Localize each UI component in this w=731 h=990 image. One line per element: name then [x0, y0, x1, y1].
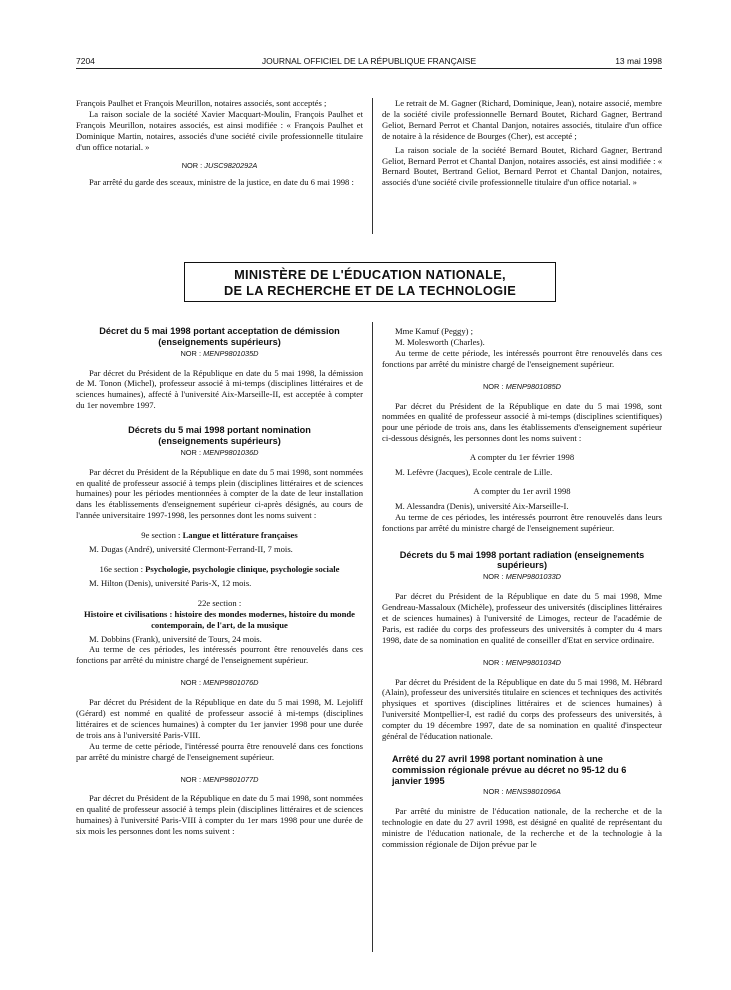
- top-left-column: [76, 98, 363, 188]
- nor-code: MENP9801035D: [203, 348, 259, 358]
- appointee: M. Dobbins (Frank), université de Tours, 24 mois.: [89, 633, 262, 644]
- nor-reference: [382, 572, 662, 583]
- journal-title: JOURNAL OFFICIEL DE LA RÉPUBLIQUE FRANÇAISE: [261, 56, 477, 66]
- nor-label: NOR :: [482, 572, 504, 582]
- section-heading: [76, 564, 363, 575]
- section-title: Psychologie, psychologie clinique, psychologie sociale: [145, 563, 340, 574]
- nor-label: NOR :: [483, 787, 504, 797]
- section-title: Histoire et civilisations : histoire des mondes modernes, histoire du monde contemporain, de l'art, de la musique: [84, 608, 355, 630]
- nor-reference: [382, 658, 662, 669]
- paragraph: Par arrêté du garde des sceaux, ministre de la justice, en date du 6 mai 1998 :: [89, 177, 354, 188]
- nor-label: NOR :: [180, 447, 201, 457]
- appointee: M. Alessandra (Denis), université Aix-Marseille-I.: [395, 500, 569, 511]
- appointee: M. Dugas (André), université Clermont-Ferrand-II, 7 mois.: [89, 544, 293, 555]
- appointee: M. Lefèvre (Jacques), Ecole centrale de Lille.: [395, 467, 553, 478]
- paragraph: François Paulhet et François Meurillon, notaires associés, sont acceptés ;: [76, 98, 327, 108]
- nor-label: NOR :: [180, 678, 201, 688]
- nor-code: MENP9801036D: [203, 447, 259, 457]
- paragraph: Par décret du Président de la République en date du 5 mai 1998, Mme Gendreau-Massaloux (Michèle), professeur des universités (disciplines littéraires et de sciences humaines) à l'université de Limoges, recteur de l'académie de Paris, est radiée du corps des professeurs des universités à compter du 4 mars 1998, date de sa nomination en qualité de conseiller d'Etat en service ordinaire.: [382, 591, 662, 645]
- page-number: 7204: [76, 56, 95, 66]
- paragraph: Le retrait de M. Gagner (Richard, Dominique, Jean), notaire associé, membre de la société civile professionnelle Bernard Boutet, Richard Gagner, Bertrand Geliot, Bernard Perrot et Chantal Danjon, notaires associés, titulaire d'un office de notaire à la résidence de Bourges (Cher), est accepté ;: [382, 98, 662, 141]
- paragraph: Par décret du Président de la République en date du 5 mai 1998, sont nommées en qualité de professeur associé à mi-temps (disciplines scientifiques) pour une période de trois ans, dans les établissements d'enseignement supérieur ci-dessous désignés, les personnes dont les noms suivent :: [382, 400, 662, 444]
- appointee: Mme Kamuf (Peggy) ;: [395, 326, 474, 336]
- ministry-banner: [184, 262, 556, 302]
- decree-title: Décrets du 5 mai 1998 portant nomination (enseignements supérieurs): [128, 425, 311, 446]
- column-divider: [372, 98, 373, 234]
- paragraph: La raison sociale de la société Bernard Boutet, Richard Gagner, Bertrand Geliot, Bernard Perrot et Chantal Danjon, notaires associés, est ainsi modifiée : « Bernard Boutet, Bertrand Geliot, Bernard Perrot et Chantal Danjon, notaires, associés d'une société civile professionnelle titulaire d'un office notarial. »: [382, 144, 662, 188]
- paragraph: La raison sociale de la société Xavier Macquart-Moulin, François Paulhet et François Meurillon, notaires associés, est ainsi modifiée : « François Paulhet et Dominique Martin, notaires, associés d'une société civile professionnelle titulaire d'un office notarial. »: [76, 108, 363, 152]
- nor-reference: [76, 349, 363, 360]
- nor-code: MENP9801076D: [203, 678, 259, 688]
- nor-reference: [76, 448, 363, 459]
- header-rule: [76, 68, 662, 69]
- nor-code: MENP9801085D: [505, 381, 562, 391]
- paragraph: Par décret du Président de la République en date du 5 mai 1998, M. Lejoliff (Gérard) est nommé en qualité de professeur associé à mi-temps (disciplines littéraires et de sciences humaines) à compter du 1er janvier 1998 pour une durée de trois ans à l'université Paris-VIII.: [76, 697, 363, 740]
- nor-reference: [76, 161, 363, 172]
- paragraph: Par arrêté du ministre de l'éducation nationale, de la recherche et de la technologie en date du 27 avril 1998, est désigné en qualité de représentant du ministre de l'éducation nationale, de la recherche et de la technologie à la commission régionale de Dijon prévue par le: [382, 806, 662, 849]
- section-number: 16e section :: [99, 563, 143, 574]
- appointee: M. Molesworth (Charles).: [395, 336, 485, 347]
- section-number: 9e section :: [141, 530, 181, 541]
- nor-label: NOR :: [482, 381, 504, 391]
- nor-label: NOR :: [482, 657, 504, 667]
- section-heading: [76, 530, 363, 541]
- section-title: Langue et littérature françaises: [182, 530, 298, 541]
- nor-code: MENP9801033D: [505, 572, 562, 582]
- column-divider: [372, 322, 373, 952]
- nor-reference: [382, 787, 662, 798]
- top-right-column: [382, 98, 662, 188]
- paragraph: Par décret du Président de la République en date du 5 mai 1998, sont nommées en qualité de professeur associé à temps plein (disciplines littéraires et de sciences humaines) pour les périodes mentionnées à compter de la date de leur installation dans les établissements d'enseignement supérieur ci-après désignés, au cours de l'année universitaire 1997-1998, les personnes dont les noms suivent :: [76, 466, 363, 521]
- nor-reference: [382, 382, 662, 393]
- nor-label: NOR :: [180, 348, 201, 358]
- appointee: M. Hilton (Denis), université Paris-X, 12 mois.: [89, 577, 252, 588]
- arrete-title: Arrêté du 27 avril 1998 portant nomination à une commission régionale prévue au décret no 95-12 du 6 janvier 1995: [392, 753, 627, 786]
- ministry-line-2: DE LA RECHERCHE ET DE LA TECHNOLOGIE: [223, 283, 517, 298]
- main-left-column: [76, 326, 363, 837]
- nor-code: MENP9801034D: [505, 657, 562, 667]
- section-number: 22e section :: [197, 597, 242, 608]
- paragraph: Au terme de cette période, l'intéressé pourra être renouvelé dans ces fonctions par arrêté du ministre chargé de l'enseignement supérieur.: [76, 740, 363, 762]
- nor-code: JUSC9820292A: [204, 160, 258, 170]
- paragraph: Par décret du Président de la République en date du 5 mai 1998, M. Hébrard (Alain), professeur des universités titulaire en sciences et techniques des activités physiques et sportives (disciplines littéraires et de sciences humaines) à l'université Montpellier-I, est radié du corps des professeurs des universités, à compter du 19 décembre 1997, date de sa nomination en qualité d'inspecteur général de l'éducation nationale.: [382, 676, 662, 742]
- decree-title: Décret du 5 mai 1998 portant acceptation de démission (enseignements supérieurs): [99, 326, 340, 347]
- ministry-line-1: MINISTÈRE DE L'ÉDUCATION NATIONALE,: [234, 267, 506, 282]
- decree-title: Décrets du 5 mai 1998 portant radiation (enseignements supérieurs): [399, 549, 645, 571]
- nor-reference: [76, 775, 363, 786]
- paragraph: Au terme de ces périodes, les intéressés pourront être renouvelés dans leurs fonctions par arrêté du ministre chargé de l'enseignement supérieur.: [382, 511, 662, 533]
- paragraph: Au terme de cette période, les intéressés pourront être renouvelés dans ces fonctions par arrêté du ministre chargé de l'enseignement supérieur.: [382, 347, 662, 369]
- nor-code: MENP9801077D: [203, 774, 259, 784]
- paragraph: Par décret du Président de la République en date du 5 mai 1998, la démission de M. Tonon (Michel), professeur associé à mi-temps (disciplines littéraires et de sciences humaines), affecté à l'université Aix-Marseille-II, est acceptée à compter du 1er novembre 1997.: [76, 367, 363, 411]
- paragraph: Par décret du Président de la République en date du 5 mai 1998, sont nommées en qualité de professeur associé à temps plein (disciplines littéraires et de sciences humaines) à l'université Paris-VIII à compter du 1er mars 1998 pour une durée de six mois les personnes dont les noms suivent :: [76, 793, 363, 837]
- nor-code: MENS9801096A: [505, 787, 561, 797]
- nor-reference: [76, 678, 363, 689]
- nor-label: NOR :: [180, 774, 201, 784]
- date-heading: A compter du 1er avril 1998: [473, 485, 571, 496]
- nor-label: NOR :: [181, 160, 203, 170]
- date-heading: A compter du 1er février 1998: [469, 452, 575, 463]
- main-right-column: [382, 326, 662, 850]
- paragraph: Au terme de ces périodes, les intéressés pourront être renouvelés dans ces fonctions par arrêté du ministre chargé de l'enseignement supérieur.: [76, 644, 363, 666]
- issue-date: 13 mai 1998: [615, 56, 662, 66]
